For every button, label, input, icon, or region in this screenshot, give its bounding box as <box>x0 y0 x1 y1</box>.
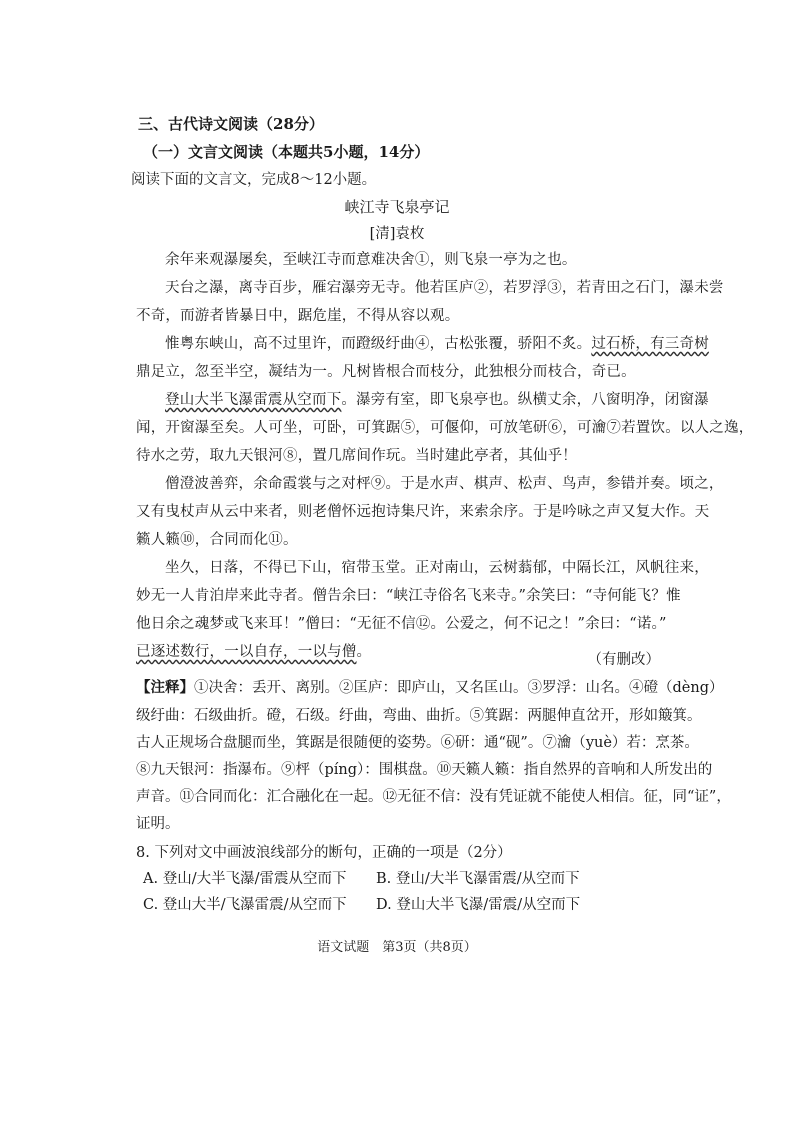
passage-line: 天台之瀑，离寺百步，雁宕瀑旁无寺。他若匡庐②，若罗浮③，若青田之石门，瀑未尝 <box>165 280 724 296</box>
passage-line: 僧澄波善弈，余命霞裳与之对枰⑨。于是水声、棋声、松声、鸟声，参错并奏。顷之， <box>165 476 724 492</box>
passage-line <box>165 334 709 354</box>
passage-text: 闻，开窗瀑 <box>136 420 210 436</box>
notes-line: 级纡曲：石级曲折。磴，石级。纡曲，弯曲、曲折。⑤箕踞：两腿伸直岔开，形如簸箕。 <box>136 708 702 724</box>
passage-line <box>136 418 753 438</box>
passage-line: 籁人籁⑩，合同而化⑪。 <box>136 532 298 548</box>
passage-line: 待水之劳，取九天银河⑧，置几席间作玩。当时建此亭者，其仙乎！ <box>136 448 577 464</box>
page-footer: 语文试题 第3页（共8页） <box>317 940 477 955</box>
option-c: C. 登山大半/飞瀑雷震/从空而下 <box>143 897 347 913</box>
notes-line <box>136 678 723 698</box>
wavy-underlined-text: 登山大半飞瀑雷震从空而下 <box>165 392 342 408</box>
passage-author: [清]袁枚 <box>369 226 425 242</box>
section-heading: 三、古代诗文阅读（28分） <box>138 115 324 133</box>
passage-line: 坐久，日落，不得已下山，宿带玉堂。正对南山，云树蓊郁，中隔长江，风帆往来， <box>165 560 709 576</box>
reading-instruction: 阅读下面的文言文，完成8～12小题。 <box>131 172 377 188</box>
passage-line <box>165 390 709 410</box>
source-note: （有删改） <box>587 652 660 668</box>
passage-text: 。瀑旁有室，即飞泉亭也。纵横丈余，八窗明净，闭窗瀑 <box>341 392 709 408</box>
notes-line: 声音。⑪合同而化：汇合融化在一起。⑫无征不信：没有凭证就不能使人相信。征，同“证”， <box>136 789 731 805</box>
passage-line <box>136 642 371 662</box>
passage-text: 鼎足立，忽至半空，凝结为一。凡树皆根合而枝分，此独根分而枝合，奇已。 <box>136 364 636 380</box>
notes-line: ⑧九天银河：指瀑布。⑨枰（píng）：围棋盘。⑩天籁人籁：指自然界的音响和人所发出的 <box>136 762 713 778</box>
passage-text: 至矣。人可坐，可卧，可箕踞⑤，可偃仰，可放笔研⑥，可瀹⑦若置饮。以人之逸， <box>209 420 754 436</box>
passage-line: 又有曳杖声从云中来者，则老僧怀远抱诗集尺许，来索余序。于是吟咏之声又复大作。天 <box>136 504 710 520</box>
sub-section-heading: （一）文言文阅读（本题共5小题，14分） <box>143 143 430 161</box>
notes-label: 【注释】 <box>136 679 194 696</box>
passage-line: 不奇，而游者皆暴日中，踞危崖，不得从容以观。 <box>136 308 460 324</box>
option-d: D. 登山大半飞瀑/雷震/从空而下 <box>376 897 581 913</box>
passage-line <box>136 362 636 382</box>
option-a: A. 登山/大半飞瀑/雷震从空而下 <box>143 871 347 887</box>
passage-line: 余年来观瀑屡矣，至峡江寺而意难决舍①，则飞泉一亭为之也。 <box>165 252 577 268</box>
wavy-underlined-text: 已逐述数行，一以自存，一以与僧 <box>136 644 357 660</box>
question-stem: 8. 下列对文中画波浪线部分的断句，正确的一项是（2分） <box>136 845 512 861</box>
notes-line: 证明。 <box>136 816 180 832</box>
option-b: B. 登山/大半飞瀑雷震/从空而下 <box>376 871 580 887</box>
wavy-underlined-text: 过石桥，有三奇树 <box>591 336 709 352</box>
passage-line: 他日余之魂梦或飞来耳！”僧曰：“无征不信⑫。公爱之，何不记之！”余曰：“诺。” <box>136 616 667 632</box>
passage-title: 峡江寺飞泉亭记 <box>344 198 450 216</box>
passage-text: 。 <box>356 644 372 660</box>
notes-line: 古人正规场合盘腿而坐，箕踞是很随便的姿势。⑥研：通“砚”。⑦瀹（yuè）若：烹茶。 <box>136 735 699 751</box>
notes-text: ①决舍：丢开、离别。②匡庐：即庐山，又名匡山。③罗浮：山名。④磴（dèng） <box>194 680 724 696</box>
passage-text: 惟粤东峡山，高不过里许，而蹬级纡曲④，古松张覆，骄阳不炙。 <box>165 336 592 352</box>
passage-line: 妙无一人肯泊岸来此寺者。僧告余曰：“峡江寺俗名飞来寺。”余笑曰：“寺何能飞？惟 <box>136 588 681 604</box>
